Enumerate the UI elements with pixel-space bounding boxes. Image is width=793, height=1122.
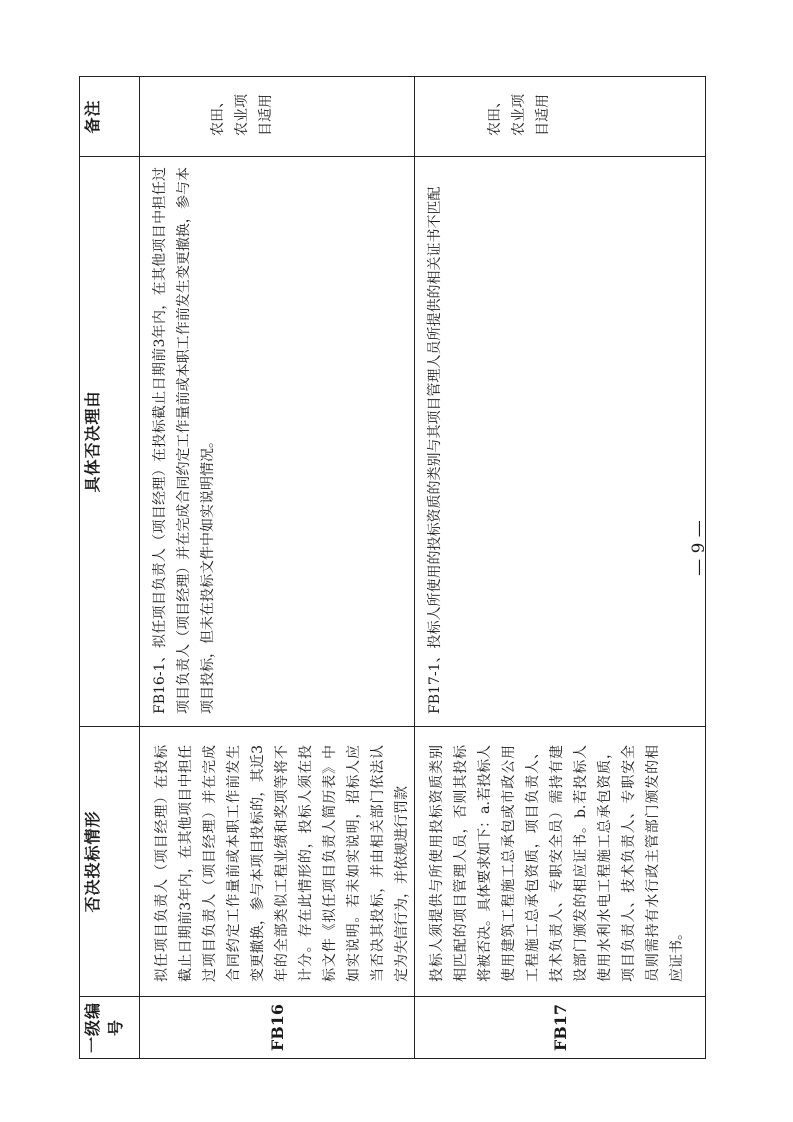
header-remark: 备注 <box>80 77 140 157</box>
table-row <box>415 77 706 1059</box>
rotated-page-content <box>79 77 688 1059</box>
veto-bid-table <box>79 76 706 1059</box>
header-situation: 否决投标情形 <box>80 727 140 997</box>
table-row <box>140 77 415 1059</box>
row-reason: FB16-1、拟任项目负责人（项目经理）在投标截止日期前3年内，在其他项目中担任过项目负责人（项目经理）并在完成合同约定工作量前或本职工作前发生变更撤换，参与本项目投标，但未在投标文件中如实说明情况。 <box>152 167 216 714</box>
row-remark: 农田、农业项目适用 <box>210 94 274 136</box>
header-code: 一级编号 <box>80 997 140 1059</box>
row-code: FB16 <box>140 997 415 1059</box>
row-code: FB17 <box>415 997 706 1059</box>
header-reason: 具体否决理由 <box>80 157 140 727</box>
row-remark: 农田、农业项目适用 <box>487 94 551 136</box>
page-number: — 9 — <box>689 520 709 576</box>
table-header-row <box>80 77 140 1059</box>
row-situation: 投标人须提供与所使用投标资质类别相匹配的项目管理人员，否则其投标将被否决。具体要求如下：a.若投标人使用建筑工程施工总承包或市政公用工程施工总承包资质，项目负责人、技术负责人、专职安全员）需持有建设部门颁发的相应证书。b.若投标人使用水利水电工程施工总承包资质，项目负责人、技术负责人、专职安全员则需持有水行政主管部门颁发的相应证书。 <box>429 745 685 982</box>
row-situation: 拟任项目负责人（项目经理）在投标截止日期前3年内，在其他项目中担任过项目负责人（项目经理）并在完成合同约定工作量前或本职工作前发生变更撤换，参与本项目投标的，其近3年的全部类似工程业绩和奖项等将不计分。存在此情形的，投标人须在投标文件《拟任项目负责人简历表》中如实说明。若未如实说明，招标人应当否决其投标，并由相关部门依法认定为失信行为，并依规进行罚款 <box>154 745 410 982</box>
row-reason: FB17-1、投标人所使用的投标资质的类别与其项目管理人员所提供的相关证书不匹配 <box>427 186 443 714</box>
